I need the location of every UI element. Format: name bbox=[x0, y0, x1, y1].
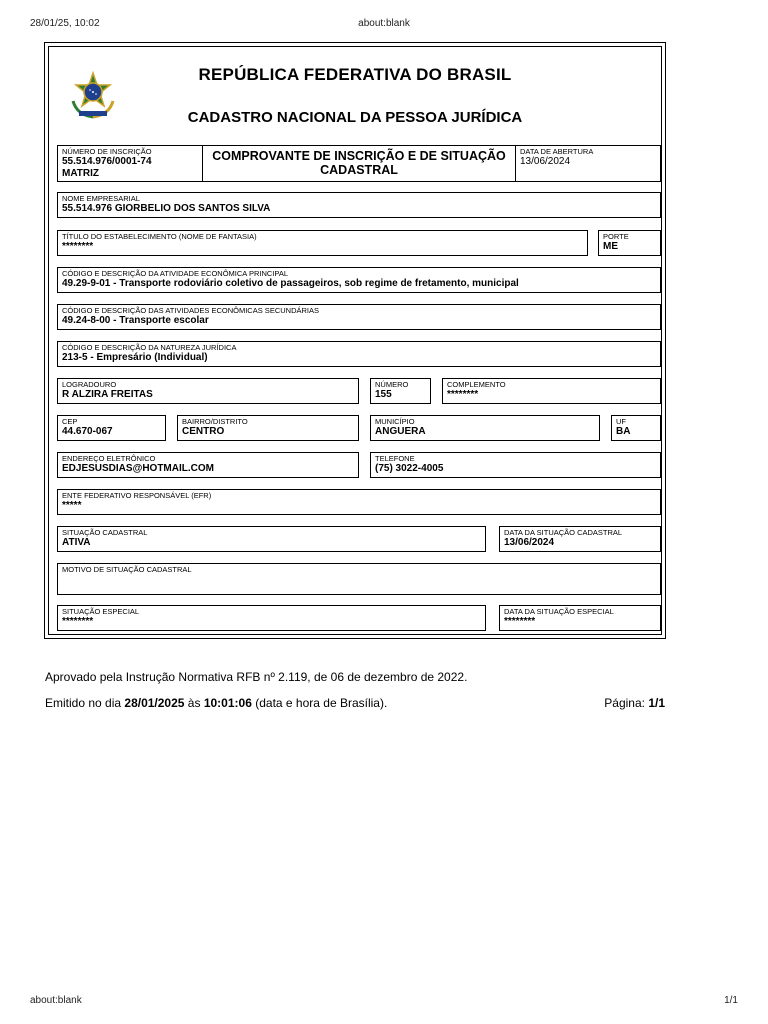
data-situacao-cadastral-label: DATA DA SITUAÇÃO CADASTRAL bbox=[504, 528, 623, 537]
emission-line bbox=[45, 696, 387, 710]
telefone-label: TELEFONE bbox=[375, 454, 415, 463]
print-url: about:blank bbox=[30, 995, 82, 1006]
print-title: about:blank bbox=[358, 18, 410, 29]
bairro-value: CENTRO bbox=[182, 426, 225, 437]
atividades-secundarias-box bbox=[57, 304, 661, 330]
email-value: EDJESUSDIAS@HOTMAIL.COM bbox=[62, 463, 214, 474]
bairro-box bbox=[177, 415, 359, 441]
comprovante-title-box bbox=[202, 145, 516, 182]
data-situacao-cadastral-value: 13/06/2024 bbox=[504, 537, 555, 548]
complemento-box bbox=[442, 378, 661, 404]
uf-box bbox=[611, 415, 661, 441]
country-title: REPÚBLICA FEDERATIVA DO BRASIL bbox=[198, 65, 512, 84]
data-situacao-especial-box bbox=[499, 605, 661, 631]
municipio-label: MUNICÍPIO bbox=[375, 417, 415, 426]
atividade-principal-box bbox=[57, 267, 661, 293]
titulo-estabelecimento-label: TÍTULO DO ESTABELECIMENTO (NOME DE FANTASIA) bbox=[62, 232, 257, 241]
porte-value: ME bbox=[603, 241, 618, 252]
emission-date: 28/01/2025 bbox=[124, 696, 185, 710]
complemento-label: COMPLEMENTO bbox=[447, 380, 506, 389]
print-page-count: 1/1 bbox=[724, 995, 738, 1006]
natureza-juridica-value: 213-5 - Empresário (Individual) bbox=[62, 352, 208, 363]
porte-box bbox=[598, 230, 661, 256]
numero-label: NÚMERO bbox=[375, 380, 409, 389]
approval-note: Aprovado pela Instrução Normativa RFB nº 2.119, de 06 de dezembro de 2022. bbox=[45, 670, 468, 684]
situacao-especial-label: SITUAÇÃO ESPECIAL bbox=[62, 607, 140, 616]
numero-inscricao-value: 55.514.976/0001-74 bbox=[62, 156, 152, 167]
emission-mid: às bbox=[187, 696, 201, 710]
page-label: Página: bbox=[604, 696, 645, 710]
print-datetime: 28/01/25, 10:02 bbox=[30, 18, 100, 29]
document-inner-border bbox=[48, 46, 662, 635]
emission-suffix: (data e hora de Brasília). bbox=[255, 696, 388, 710]
situacao-especial-value: ******** bbox=[62, 616, 94, 627]
page-indicator bbox=[604, 696, 665, 710]
data-situacao-especial-value: ******** bbox=[504, 616, 536, 627]
bairro-label: BAIRRO/DISTRITO bbox=[182, 417, 248, 426]
uf-value: BA bbox=[616, 426, 631, 437]
efr-box bbox=[57, 489, 661, 515]
municipio-value: ANGUERA bbox=[375, 426, 426, 437]
cnpj-document bbox=[44, 42, 666, 639]
nome-empresarial-box bbox=[57, 192, 661, 218]
comprovante-title-line2: CADASTRAL bbox=[320, 163, 398, 177]
motivo-situacao-label: MOTIVO DE SITUAÇÃO CADASTRAL bbox=[62, 565, 192, 574]
cep-label: CEP bbox=[62, 417, 78, 426]
emission-prefix: Emitido no dia bbox=[45, 696, 122, 710]
data-abertura-value: 13/06/2024 bbox=[520, 156, 571, 167]
nome-empresarial-label: NOME EMPRESARIAL bbox=[62, 194, 140, 203]
uf-label: UF bbox=[616, 417, 626, 426]
atividades-secundarias-label: CÓDIGO E DESCRIÇÃO DAS ATIVIDADES ECONÔMICAS SECUNDÁRIAS bbox=[62, 306, 319, 315]
data-situacao-especial-label: DATA DA SITUAÇÃO ESPECIAL bbox=[504, 607, 614, 616]
motivo-situacao-box bbox=[57, 563, 661, 595]
atividade-principal-value: 49.29-9-01 - Transporte rodoviário coletivo de passageiros, sob regime de fretamento, municipal bbox=[62, 278, 519, 289]
situacao-cadastral-box bbox=[57, 526, 486, 552]
situacao-cadastral-label: SITUAÇÃO CADASTRAL bbox=[62, 528, 148, 537]
municipio-box bbox=[370, 415, 600, 441]
logradouro-value: R ALZIRA FREITAS bbox=[62, 389, 153, 400]
cep-box bbox=[57, 415, 166, 441]
comprovante-title-line1: COMPROVANTE DE INSCRIÇÃO E DE SITUAÇÃO bbox=[212, 149, 506, 163]
efr-label: ENTE FEDERATIVO RESPONSÁVEL (EFR) bbox=[62, 491, 212, 500]
email-label: ENDEREÇO ELETRÔNICO bbox=[62, 454, 156, 463]
email-box bbox=[57, 452, 359, 478]
natureza-juridica-box bbox=[57, 341, 661, 367]
registry-title: CADASTRO NACIONAL DA PESSOA JURÍDICA bbox=[187, 109, 523, 126]
page-value: 1/1 bbox=[648, 696, 665, 710]
situacao-especial-box bbox=[57, 605, 486, 631]
cep-value: 44.670-067 bbox=[62, 426, 113, 437]
efr-value: ***** bbox=[62, 500, 82, 511]
data-abertura-label: DATA DE ABERTURA bbox=[520, 147, 594, 156]
natureza-juridica-label: CÓDIGO E DESCRIÇÃO DA NATUREZA JURÍDICA bbox=[62, 343, 237, 352]
numero-value: 155 bbox=[375, 389, 392, 400]
nome-empresarial-value: 55.514.976 GIORBELIO DOS SANTOS SILVA bbox=[62, 203, 271, 214]
data-abertura-box bbox=[515, 145, 661, 182]
emission-time: 10:01:06 bbox=[203, 696, 252, 710]
atividades-secundarias-value: 49.24-8-00 - Transporte escolar bbox=[62, 315, 209, 326]
numero-inscricao-label: NÚMERO DE INSCRIÇÃO bbox=[62, 147, 152, 156]
logradouro-label: LOGRADOURO bbox=[62, 380, 117, 389]
numero-box bbox=[370, 378, 431, 404]
logradouro-box bbox=[57, 378, 359, 404]
atividade-principal-label: CÓDIGO E DESCRIÇÃO DA ATIVIDADE ECONÔMICA PRINCIPAL bbox=[62, 269, 289, 278]
telefone-box bbox=[370, 452, 661, 478]
telefone-value: (75) 3022-4005 bbox=[375, 463, 444, 474]
titulo-estabelecimento-value: ******** bbox=[62, 241, 94, 252]
titulo-estabelecimento-box bbox=[57, 230, 588, 256]
complemento-value: ******** bbox=[447, 389, 479, 400]
numero-inscricao-box bbox=[57, 145, 203, 182]
situacao-cadastral-value: ATIVA bbox=[62, 537, 91, 548]
data-situacao-cadastral-box bbox=[499, 526, 661, 552]
porte-label: PORTE bbox=[603, 232, 629, 241]
numero-inscricao-type: MATRIZ bbox=[62, 168, 100, 179]
